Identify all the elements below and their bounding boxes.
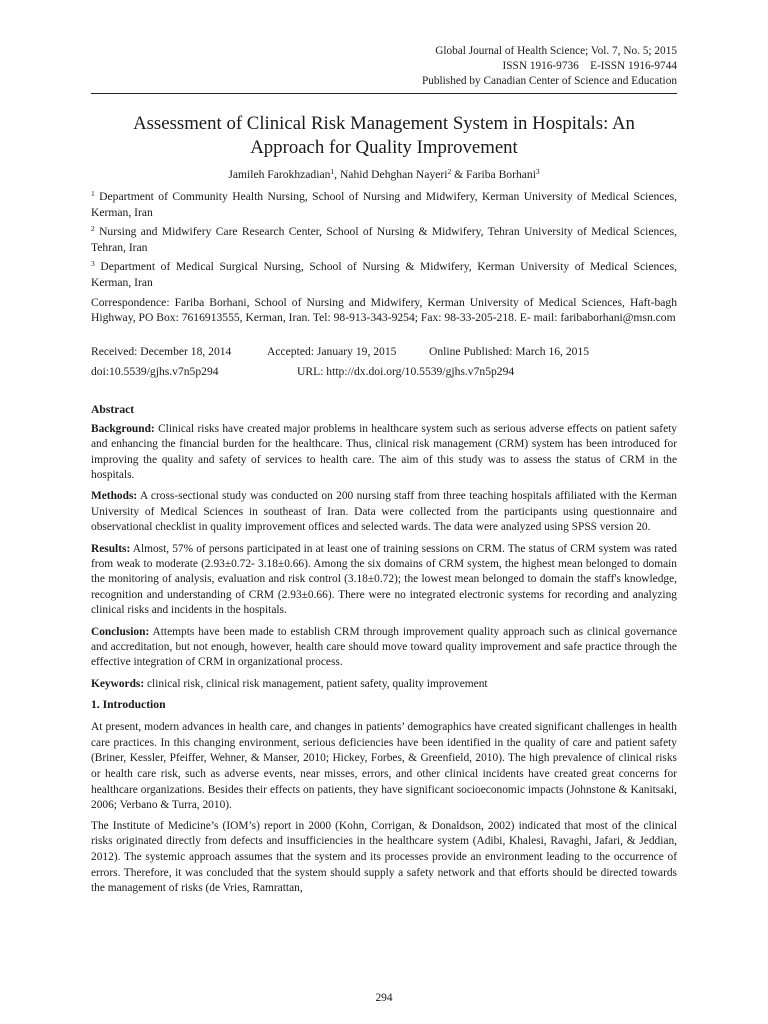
url-link[interactable]: URL: http://dx.doi.org/10.5539/gjhs.v7n5p294 <box>297 364 515 378</box>
keywords-label: Keywords: <box>91 677 145 690</box>
affiliation <box>91 224 677 255</box>
background-label: Background: <box>91 422 155 435</box>
author-affiliation-marker: 3 <box>535 167 540 176</box>
author-list <box>91 167 677 182</box>
affiliation-text: Nursing and Midwifery Care Research Center, School of Nursing & Midwifery, Tehran University of Medical Sciences, Tehran, Iran <box>91 225 677 254</box>
title-line-1: Assessment of Clinical Risk Management System in Hospitals: An <box>133 113 635 134</box>
abstract-background <box>91 422 677 484</box>
introduction-heading: 1. Introduction <box>91 698 166 712</box>
affiliation-number: 1 <box>91 189 95 198</box>
abstract-results <box>91 542 677 619</box>
keywords <box>91 677 677 692</box>
doi-link[interactable]: doi:10.5539/gjhs.v7n5p294 <box>91 364 219 378</box>
results-text: Almost, 57% of persons participated in at least one of training sessions on CRM. The status of CRM system was rated from weak to moderate (2.93±0.72- 3.18±0.66). Among the six domains of CRM system, the highest mean belonged to domain the monitoring of analysis, evaluation and risk control (3.18±0.72); the lowest mean belonged to domain the staff's knowledge, recognition and understanding of CRM (2.93±0.66). There were no integrated electronic systems for recording and analyzing clinical risks and incidents in the hospitals. <box>91 542 677 617</box>
journal-header <box>91 44 677 89</box>
results-label: Results: <box>91 542 131 555</box>
online-published-date: Online Published: March 16, 2015 <box>429 344 590 358</box>
article-title <box>91 112 677 159</box>
author-name: Nahid Dehghan Nayeri <box>339 168 448 181</box>
introduction-paragraph: The Institute of Medicine’s (IOM’s) report in 2000 (Kohn, Corrigan, & Donaldson, 2002) indicated that most of the clinical risks originated directly from defects and insufficiencies in the healthcare system (Adibi, Khalesi, Ravaghi, Jafari, & Jeddian, 2012). The systemic approach assumes that the system and its processes provide an environment leading to the occurrence of errors. Therefore, it was concluded that the system should supply a safety network and that efforts should be directed towards the management of risks (de Vries, Ramrattan, <box>91 819 677 895</box>
publisher-line: Published by Canadian Center of Science and Education <box>421 75 677 87</box>
affiliation-number: 3 <box>91 259 95 269</box>
abstract-conclusion <box>91 625 677 671</box>
introduction-paragraph: At present, modern advances in health care, and changes in patients’ demographics have created significant challenges in health care practices. In this changing environment, serious deficiencies have been identified in the quality of care and patient safety (Briner, Kessler, Pfeiffer, Wehner, & Manser, 2010; Hickey, Forbes, & Greenfield, 2010). The high prevalence of clinical risks or health care risk, such as adverse events, near misses, errors, and other clinical incidents have created great concerns for healthcare organizations. Besides their effects on patients, they have significant socioeconomic impacts (Johnstone & Kanitsaki, 2006; Verbano & Turra, 2010). <box>91 721 677 812</box>
affiliation <box>91 259 677 290</box>
keywords-text: clinical risk, clinical risk management, patient safety, quality improvement <box>144 677 488 690</box>
methods-text: A cross-sectional study was conducted on 200 nursing staff from three teaching hospitals affiliated with the Kerman University of Medical Sciences in southeast of Iran. Data were collected from the participants using questionnaire and observational checklist in quality improvement offices and selected wards. The data were analyzed using SPSS version 20. <box>91 490 677 534</box>
correspondence: Correspondence: Fariba Borhani, School of Nursing and Midwifery, Kerman University of Medical Sciences, Haft-bagh Highway, PO Box: 7616913555, Kerman, Iran. Tel: 98-913-343-9254; Fax: 98-33-205-218. E- mail: faribaborhani@msn.com <box>91 295 677 325</box>
affiliation <box>91 189 677 220</box>
author-separator: , <box>334 168 340 181</box>
issn-line: ISSN 1916-9736 E-ISSN 1916-9744 <box>502 60 677 72</box>
journal-citation: Global Journal of Health Science; Vol. 7, No. 5; 2015 <box>435 45 677 57</box>
abstract-methods <box>91 489 677 535</box>
affiliation-text: Department of Community Health Nursing, School of Nursing and Midwifery, Kerman University of Medical Sciences, Kerman, Iran <box>91 190 677 219</box>
author-affiliation-marker: 2 <box>447 167 452 176</box>
page-number: 294 <box>375 992 393 1004</box>
author-separator: & <box>451 168 467 181</box>
header-divider <box>91 93 677 94</box>
author-affiliation-marker: 1 <box>330 167 335 176</box>
conclusion-text: Attempts have been made to establish CRM through improvement quality approach such as clinical governance and accreditation, but not enough, however, health care should move toward quality improvement and safe practice through the effective integration of CRM in organizational process. <box>91 625 677 669</box>
author-name: Fariba Borhani <box>466 168 536 181</box>
received-date: Received: December 18, 2014 <box>91 344 232 358</box>
background-text: Clinical risks have created major problems in healthcare system such as serious adverse effects on patient safety and enhancing the financial burden for the healthcare. Thus, clinical risk management (CRM) system has been introduced for improving the quality and safety of services to health care. The aim of this study was to assess the status of CRM in the hospitals. <box>91 422 677 481</box>
author-name: Jamileh Farokhzadian <box>228 168 331 181</box>
identifier-row <box>91 364 677 380</box>
affiliation-text: Department of Medical Surgical Nursing, School of Nursing & Midwifery, Kerman University of Medical Sciences, Kerman, Iran <box>91 260 677 289</box>
article-page <box>91 44 677 897</box>
publication-dates <box>91 344 677 360</box>
abstract-heading: Abstract <box>91 402 135 416</box>
affiliation-number: 2 <box>91 224 95 234</box>
title-line-2: Approach for Quality Improvement <box>250 136 518 158</box>
accepted-date: Accepted: January 19, 2015 <box>267 344 397 358</box>
methods-label: Methods: <box>91 490 138 503</box>
conclusion-label: Conclusion: <box>91 625 150 638</box>
